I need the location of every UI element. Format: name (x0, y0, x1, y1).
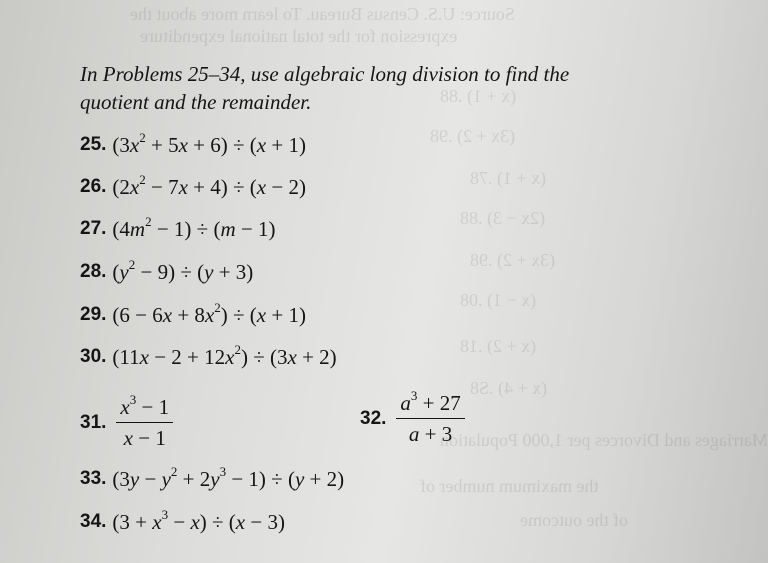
problem-number: 28. (80, 261, 107, 282)
fraction-numerator: $x^3 - 1$ (116, 394, 173, 423)
problem-31 (80, 394, 173, 451)
problem-number: 30. (80, 346, 107, 367)
problem-expression: $(3x^2 + 5x + 6) \div (x + 1)$ (112, 129, 306, 157)
problem-number: 26. (80, 176, 107, 197)
problem-expression: $(3y - y^2 + 2y^3 - 1) \div (y + 2)$ (112, 463, 345, 491)
problem-fraction (116, 394, 173, 451)
problem-25 (80, 131, 306, 159)
problem-expression: $(2x^2 - 7x + 4) \div (x - 2)$ (112, 171, 306, 199)
problem-number: 32. (360, 407, 387, 429)
instructions (80, 60, 640, 116)
problem-33 (80, 465, 344, 493)
problem-expression: $(11x - 2 + 12x^2) \div (3x + 2)$ (112, 341, 337, 369)
problem-expression: $(6 - 6x + 8x^2) \div (x + 1)$ (112, 299, 306, 327)
problem-27 (80, 215, 275, 243)
problem-32 (360, 390, 465, 447)
problem-34 (80, 508, 285, 536)
problem-fraction (396, 390, 464, 447)
fraction-denominator: a + 3 (408, 422, 453, 446)
problem-number: 31. (80, 411, 107, 433)
problem-number: 33. (80, 468, 107, 489)
fraction-numerator: $a^3 + 27$ (396, 390, 464, 419)
problem-30 (80, 343, 337, 371)
instructions-line-2: quotient and the remainder. (80, 90, 312, 114)
problem-number: 27. (80, 218, 107, 239)
instructions-line-1: In Problems 25–34, use algebraic long division to find the (80, 62, 570, 86)
problem-expression: $(3 + x^3 - x) \div (x - 3)$ (112, 506, 285, 534)
problem-expression: $(4m^2 - 1) \div (m - 1)$ (112, 213, 276, 241)
textbook-page: Source: U.S. Census Bureau. To learn more about the expression for the total national expenditure (x + 1) .88 (3x + 2) .98 (x + 1) .78 (2x − 3) .88 (3x + 2) .98 (x − 1) .08 (x + 2) .18 (x + 4) .S8 Marriages and Divorces per 1,000 Population the maximum number of of the outcome In Problems 25–34, use algebraic long division to find the quotient and the remainder. 25. $(3x^2 + 5x + 6) \div (x + 1)$ 26. $(2x^2 - 7x + 4) \div (x - 2)$ 27. $(4m^2 - 1) \div (m - 1)$ 28. $(y^2 - 9) \div (y + 3)$ 29. $(6 - 6x + 8x^2) \div (x + 1)$ 30. $(11x - 2 + 12x^2) \div (3x + 2)$ 31. $\frac{x^3 - 1}{x - 1}$ 32. $\frac{a^3 + 27}{a + 3}$ 33. $(3y - y^2 + 2y^3 - 1) \div (y + 2)$ 34. $(3 + x^3 - x) \div (x - 3)$ (0, 0, 700, 563)
problem-number: 29. (80, 304, 107, 325)
problem-28 (80, 258, 253, 286)
problem-number: 25. (80, 134, 107, 155)
problem-26 (80, 173, 306, 201)
problem-expression: $(y^2 - 9) \div (y + 3)$ (112, 256, 254, 284)
fraction-denominator: x − 1 (123, 426, 166, 450)
problem-number: 34. (80, 511, 107, 532)
problem-29 (80, 301, 306, 329)
